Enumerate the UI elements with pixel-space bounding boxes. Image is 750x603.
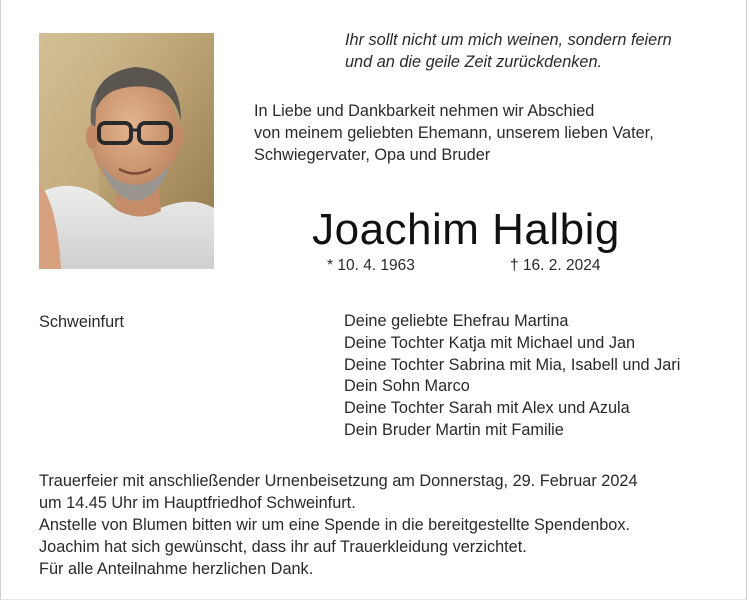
mourner-item: Deine geliebte Ehefrau Martina <box>344 312 569 330</box>
mourner-item: Deine Tochter Sarah mit Alex und Azula <box>344 399 630 418</box>
place: Schweinfurt <box>39 313 125 331</box>
closing-line: Trauerfeier mit anschließender Urnenbeisetzung am Donnerstag, 29. Februar 2024 <box>39 472 638 490</box>
birth-date: * 10. 4. 1963 <box>327 257 415 274</box>
deceased-name: Joachim Halbig <box>312 205 620 254</box>
mourners-list <box>344 311 680 442</box>
mourner-item: Deine Tochter Sabrina mit Mia, Isabell und Jari <box>344 355 681 374</box>
closing-line: Anstelle von Blumen bitten wir um eine Spende in die bereitgestellte Spendenbox. <box>39 516 631 534</box>
farewell-intro <box>254 100 654 166</box>
closing-text <box>39 470 638 580</box>
closing-line: um 14.45 Uhr im Hauptfriedhof Schweinfurt. <box>39 494 356 512</box>
quote-line: und an die geile Zeit zurückdenken. <box>345 53 603 71</box>
closing-line: Für alle Anteilnahme herzlichen Dank. <box>39 560 314 578</box>
death-date: † 16. 2. 2024 <box>510 257 601 274</box>
intro-line: Schwiegervater, Opa und Bruder <box>254 146 491 164</box>
quote-line: Ihr sollt nicht um mich weinen, sondern feiern <box>345 31 672 49</box>
intro-line: In Liebe und Dankbarkeit nehmen wir Abschied <box>254 102 595 120</box>
mourner-item: Deine Tochter Katja mit Michael und Jan <box>344 333 636 352</box>
mourner-item: Dein Bruder Martin mit Familie <box>344 420 564 439</box>
closing-line: Joachim hat sich gewünscht, dass ihr auf Trauerkleidung verzichtet. <box>39 538 527 556</box>
intro-line: von meinem geliebten Ehemann, unserem lieben Vater, <box>254 124 654 142</box>
quote <box>345 29 672 73</box>
mourner-item: Dein Sohn Marco <box>344 377 470 396</box>
